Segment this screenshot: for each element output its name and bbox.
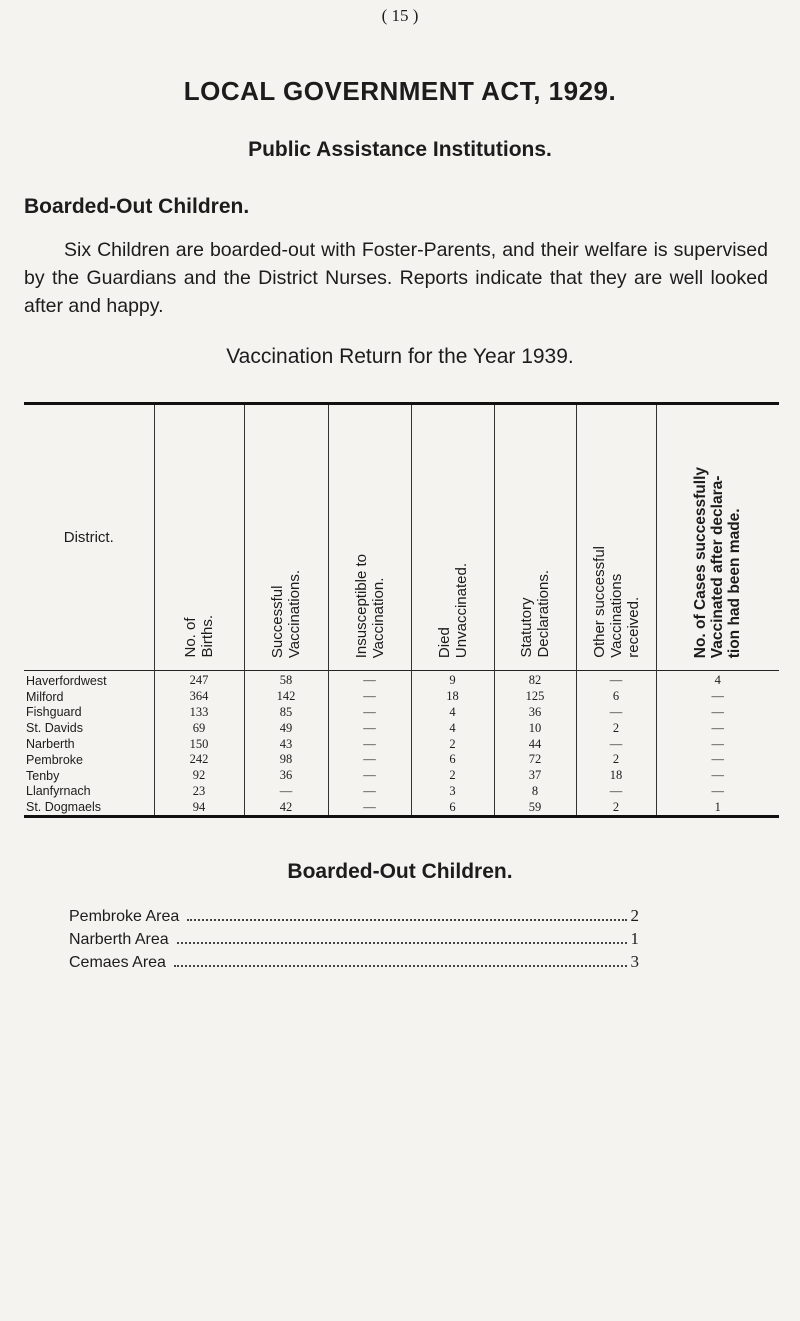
table-row xyxy=(24,689,779,705)
cell-successful: 36 xyxy=(244,768,328,784)
cell-insusceptible: — xyxy=(328,705,411,721)
cell-insusceptible: — xyxy=(328,752,411,768)
cell-statutory: 72 xyxy=(494,752,576,768)
header-births xyxy=(154,404,244,671)
list-item xyxy=(69,929,639,952)
cell-district: Fishguard xyxy=(26,705,82,720)
boarded-out-paragraph: Six Children are boarded-out with Foster-Parents, and their welfare is supervised by the Guardians and the District Nurses. Reports indicate that they are well looked after and happy. xyxy=(24,239,768,317)
cell-district: Milford xyxy=(26,689,64,704)
cell-successful: 85 xyxy=(244,705,328,721)
table-header-row xyxy=(24,404,779,671)
cell-insusceptible: — xyxy=(328,736,411,752)
cell-other: 6 xyxy=(576,689,656,705)
cell-insusceptible: — xyxy=(328,689,411,705)
cell-successful: 98 xyxy=(244,752,328,768)
table-row xyxy=(24,752,779,768)
cell-births: 364 xyxy=(154,689,244,705)
table-row xyxy=(24,671,779,689)
act-title: LOCAL GOVERNMENT ACT, 1929. xyxy=(183,76,617,106)
cell-other: 18 xyxy=(576,768,656,784)
header-district xyxy=(24,404,154,671)
cell-died: 4 xyxy=(411,720,494,736)
area-name: Cemaes Area xyxy=(69,954,166,971)
header-insusceptible-label: Insusceptible to Vaccination. xyxy=(352,553,387,658)
cell-died: 2 xyxy=(411,768,494,784)
cell-after-declaration: — xyxy=(656,689,779,705)
cell-insusceptible: — xyxy=(328,720,411,736)
cell-district: Haverfordwest xyxy=(26,673,107,688)
table-row xyxy=(24,784,779,800)
cell-district: Llanfyrnach xyxy=(26,784,91,799)
cell-insusceptible: — xyxy=(328,784,411,800)
cell-other: — xyxy=(576,736,656,752)
header-after-declaration-label: No. of Cases successfully Vaccinated after declara- tion had been made. xyxy=(692,466,744,658)
vaccination-table xyxy=(24,402,779,818)
cell-insusceptible: — xyxy=(328,768,411,784)
cell-statutory: 37 xyxy=(494,768,576,784)
list-item xyxy=(69,952,639,975)
area-name: Narberth Area xyxy=(69,931,169,948)
table-row xyxy=(24,736,779,752)
cell-successful: — xyxy=(244,784,328,800)
cell-births: 133 xyxy=(154,705,244,721)
area-name: Pembroke Area xyxy=(69,908,180,925)
cell-births: 23 xyxy=(154,784,244,800)
cell-district: St. Dogmaels xyxy=(26,800,102,815)
cell-other: — xyxy=(576,705,656,721)
cell-other: — xyxy=(576,671,656,689)
cell-died: 6 xyxy=(411,752,494,768)
cell-statutory: 36 xyxy=(494,705,576,721)
header-after-declaration xyxy=(656,404,779,671)
leader-dots xyxy=(177,942,627,944)
cell-births: 92 xyxy=(154,768,244,784)
header-statutory-label: Statutory Declarations. xyxy=(518,570,552,658)
area-count: 1 xyxy=(630,929,639,948)
header-insusceptible xyxy=(328,404,411,671)
boarded-out-list-title: Boarded-Out Children. xyxy=(287,860,513,883)
cell-died: 3 xyxy=(411,784,494,800)
cell-after-declaration: — xyxy=(656,752,779,768)
cell-insusceptible: — xyxy=(328,799,411,816)
cell-after-declaration: — xyxy=(656,768,779,784)
cell-births: 69 xyxy=(154,720,244,736)
cell-statutory: 10 xyxy=(494,720,576,736)
cell-successful: 58 xyxy=(244,671,328,689)
header-district-label: District. xyxy=(63,529,114,546)
cell-successful: 142 xyxy=(244,689,328,705)
cell-successful: 49 xyxy=(244,720,328,736)
cell-insusceptible: — xyxy=(328,671,411,689)
cell-other: — xyxy=(576,784,656,800)
cell-statutory: 59 xyxy=(494,799,576,816)
cell-births: 150 xyxy=(154,736,244,752)
table-row xyxy=(24,799,779,816)
cell-other: 2 xyxy=(576,752,656,768)
cell-district: Pembroke xyxy=(26,752,83,767)
header-statutory xyxy=(494,404,576,671)
cell-after-declaration: — xyxy=(656,784,779,800)
leader-dots xyxy=(187,919,626,921)
boarded-out-area-list xyxy=(69,906,639,975)
cell-successful: 43 xyxy=(244,736,328,752)
header-successful xyxy=(244,404,328,671)
cell-births: 247 xyxy=(154,671,244,689)
cell-after-declaration: 1 xyxy=(656,799,779,816)
cell-statutory: 82 xyxy=(494,671,576,689)
leader-dots xyxy=(174,965,627,967)
area-count: 3 xyxy=(630,952,639,971)
institutions-title: Public Assistance Institutions. xyxy=(248,138,552,161)
header-died-label: Died Unvaccinated. xyxy=(435,562,470,658)
header-died xyxy=(411,404,494,671)
cell-other: 2 xyxy=(576,799,656,816)
cell-died: 2 xyxy=(411,736,494,752)
cell-after-declaration: — xyxy=(656,705,779,721)
cell-statutory: 8 xyxy=(494,784,576,800)
cell-statutory: 125 xyxy=(494,689,576,705)
table-row xyxy=(24,720,779,736)
vaccination-return-title: Vaccination Return for the Year 1939. xyxy=(226,345,574,368)
cell-successful: 42 xyxy=(244,799,328,816)
cell-died: 9 xyxy=(411,671,494,689)
cell-district: St. Davids xyxy=(26,721,83,736)
header-other-label: Other successful Vaccinations received. xyxy=(590,546,642,658)
list-item xyxy=(69,906,639,929)
page-number: ( 15 ) xyxy=(381,6,419,25)
cell-births: 94 xyxy=(154,799,244,816)
cell-after-declaration: — xyxy=(656,736,779,752)
cell-died: 4 xyxy=(411,705,494,721)
header-other xyxy=(576,404,656,671)
header-successful-label: Successful Vaccinations. xyxy=(269,569,303,658)
cell-district: Narberth xyxy=(26,737,75,752)
cell-died: 6 xyxy=(411,799,494,816)
cell-died: 18 xyxy=(411,689,494,705)
cell-after-declaration: — xyxy=(656,720,779,736)
cell-statutory: 44 xyxy=(494,736,576,752)
area-count: 2 xyxy=(630,906,639,925)
cell-district: Tenby xyxy=(26,768,60,783)
cell-other: 2 xyxy=(576,720,656,736)
table-row xyxy=(24,705,779,721)
table-row xyxy=(24,768,779,784)
cell-births: 242 xyxy=(154,752,244,768)
header-births-label: No. of Births. xyxy=(182,615,216,658)
boarded-out-section-title: Boarded-Out Children. xyxy=(24,195,250,218)
cell-after-declaration: 4 xyxy=(656,671,779,689)
